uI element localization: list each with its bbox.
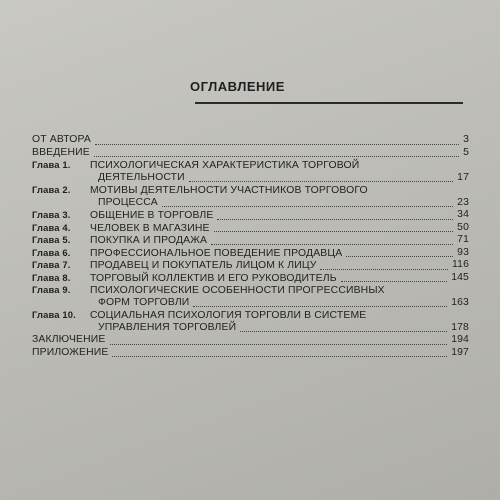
toc-entry[interactable] xyxy=(32,247,472,260)
page-number: 145 xyxy=(451,271,469,283)
toc-entry[interactable] xyxy=(32,347,472,360)
page-number: 17 xyxy=(457,171,469,183)
page-number: 93 xyxy=(457,246,469,258)
leader-dots xyxy=(112,356,447,357)
page-number: 116 xyxy=(451,259,469,270)
chapter-title: ОТ АВТОРА xyxy=(32,134,91,145)
chapter-number: Глава 3. xyxy=(32,209,71,220)
toc-entry[interactable] xyxy=(32,184,472,209)
leader-dots xyxy=(193,306,447,307)
toc-line xyxy=(32,159,472,172)
toc-entry[interactable] xyxy=(32,134,472,147)
table-of-contents xyxy=(32,134,472,359)
toc-line xyxy=(32,259,472,272)
leader-dots xyxy=(94,156,459,157)
page-number: 71 xyxy=(457,234,469,245)
leader-dots xyxy=(240,331,447,332)
chapter-number: Глава 1. xyxy=(32,159,71,170)
chapter-title: СОЦИАЛЬНАЯ ПСИХОЛОГИЯ ТОРГОВЛИ В СИСТЕМЕ xyxy=(90,310,367,321)
chapter-title: ПРОЦЕССА xyxy=(98,196,158,208)
chapter-number: Глава 10. xyxy=(32,309,76,320)
toc-line xyxy=(32,284,472,297)
toc-line xyxy=(32,334,472,347)
chapter-title: ОБЩЕНИЕ В ТОРГОВЛЕ xyxy=(90,210,214,221)
chapter-title: МОТИВЫ ДЕЯТЕЛЬНОСТИ УЧАСТНИКОВ ТОРГОВОГО xyxy=(90,185,368,196)
toc-entry[interactable] xyxy=(32,284,472,309)
toc-line xyxy=(32,272,472,285)
chapter-title: ЧЕЛОВЕК В МАГАЗИНЕ xyxy=(90,222,210,234)
toc-line xyxy=(32,247,472,260)
toc-entry[interactable] xyxy=(32,334,472,347)
page-number: 34 xyxy=(457,209,469,220)
toc-line xyxy=(32,347,472,360)
toc-entry[interactable] xyxy=(32,234,472,247)
toc-line xyxy=(32,197,472,210)
page-number: 50 xyxy=(457,221,469,233)
chapter-number: Глава 2. xyxy=(32,184,71,195)
toc-entry[interactable] xyxy=(32,259,472,272)
leader-dots xyxy=(214,231,453,232)
chapter-number: Глава 5. xyxy=(32,234,71,245)
toc-line xyxy=(32,309,472,322)
chapter-title: ТОРГОВЫЙ КОЛЛЕКТИВ И ЕГО РУКОВОДИТЕЛЬ xyxy=(90,272,337,284)
chapter-number: Глава 6. xyxy=(32,246,71,258)
leader-dots xyxy=(320,269,448,270)
chapter-title: ПРОФЕССИОНАЛЬНОЕ ПОВЕДЕНИЕ ПРОДАВЦА xyxy=(90,247,343,259)
chapter-number: Глава 4. xyxy=(32,221,71,233)
toc-entry[interactable] xyxy=(32,159,472,184)
chapter-number: Глава 8. xyxy=(32,271,71,283)
chapter-title: ДЕЯТЕЛЬНОСТИ xyxy=(98,171,185,183)
chapter-title: ВВЕДЕНИЕ xyxy=(32,146,90,158)
heading-rule xyxy=(195,102,463,104)
chapter-title: ПСИХОЛОГИЧЕСКАЯ ХАРАКТЕРИСТИКА ТОРГОВОЙ xyxy=(90,160,360,171)
toc-line xyxy=(32,297,472,310)
toc-entry[interactable] xyxy=(32,272,472,285)
page-number: 178 xyxy=(451,321,469,333)
toc-entry[interactable] xyxy=(32,147,472,160)
leader-dots xyxy=(217,219,453,220)
chapter-title: УПРАВЛЕНИЯ ТОРГОВЛЕЙ xyxy=(98,321,237,333)
page-number: 5 xyxy=(463,146,469,158)
toc-line xyxy=(32,134,472,147)
toc-line xyxy=(32,172,472,185)
toc-entry[interactable] xyxy=(32,222,472,235)
chapter-title: ПРИЛОЖЕНИЕ xyxy=(32,346,109,358)
toc-heading: ОГЛАВЛЕНИЕ xyxy=(190,79,285,94)
toc-entry[interactable] xyxy=(32,209,472,222)
page-number: 194 xyxy=(451,334,469,345)
chapter-title: ПРОДАВЕЦ И ПОКУПАТЕЛЬ ЛИЦОМ К ЛИЦУ xyxy=(90,260,317,271)
chapter-number: Глава 7. xyxy=(32,259,71,270)
toc-line xyxy=(32,147,472,160)
leader-dots xyxy=(110,344,447,345)
page-number: 23 xyxy=(457,196,469,208)
leader-dots xyxy=(189,181,453,182)
toc-line xyxy=(32,209,472,222)
chapter-title: ПОКУПКА И ПРОДАЖА xyxy=(90,235,208,246)
toc-line xyxy=(32,322,472,335)
leader-dots xyxy=(95,144,459,145)
toc-line xyxy=(32,184,472,197)
chapter-number: Глава 9. xyxy=(32,284,71,295)
leader-dots xyxy=(346,256,453,257)
toc-entry[interactable] xyxy=(32,309,472,334)
toc-line xyxy=(32,234,472,247)
page-number: 163 xyxy=(451,296,469,308)
chapter-title: ЗАКЛЮЧЕНИЕ xyxy=(32,334,106,345)
leader-dots xyxy=(341,281,447,282)
page-number: 3 xyxy=(463,134,469,145)
chapter-title: ФОРМ ТОРГОВЛИ xyxy=(98,296,190,308)
leader-dots xyxy=(162,206,453,207)
toc-line xyxy=(32,222,472,235)
chapter-title: ПСИХОЛОГИЧЕСКИЕ ОСОБЕННОСТИ ПРОГРЕССИВНЫХ xyxy=(90,285,385,296)
leader-dots xyxy=(211,244,453,245)
page-number: 197 xyxy=(451,346,469,358)
